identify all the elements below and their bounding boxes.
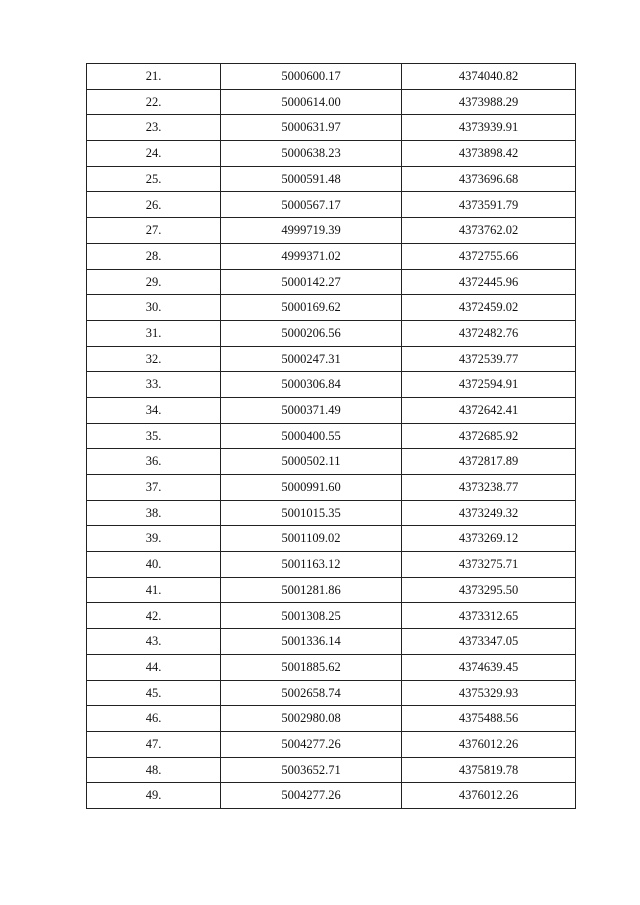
- point-number-cell: 22.: [87, 89, 221, 115]
- y-coordinate-cell: 4373312.65: [402, 603, 576, 629]
- table-row: [87, 243, 576, 269]
- x-coordinate-cell: 5000567.17: [221, 192, 402, 218]
- x-coordinate-cell: 5000306.84: [221, 372, 402, 398]
- y-coordinate-cell: 4374040.82: [402, 64, 576, 90]
- y-coordinate-cell: 4373988.29: [402, 89, 576, 115]
- point-number-cell: 27.: [87, 218, 221, 244]
- x-coordinate-cell: 5000142.27: [221, 269, 402, 295]
- y-coordinate-cell: 4372482.76: [402, 320, 576, 346]
- table-row: [87, 680, 576, 706]
- point-number-cell: 36.: [87, 449, 221, 475]
- y-coordinate-cell: 4372755.66: [402, 243, 576, 269]
- point-number-cell: 35.: [87, 423, 221, 449]
- table-row: [87, 64, 576, 90]
- x-coordinate-cell: 5001163.12: [221, 552, 402, 578]
- y-coordinate-cell: 4373898.42: [402, 141, 576, 167]
- y-coordinate-cell: 4373275.71: [402, 552, 576, 578]
- y-coordinate-cell: 4374639.45: [402, 654, 576, 680]
- x-coordinate-cell: 5001336.14: [221, 629, 402, 655]
- table-row: [87, 192, 576, 218]
- point-number-cell: 29.: [87, 269, 221, 295]
- point-number-cell: 24.: [87, 141, 221, 167]
- table-row: [87, 629, 576, 655]
- y-coordinate-cell: 4372685.92: [402, 423, 576, 449]
- x-coordinate-cell: 5000502.11: [221, 449, 402, 475]
- y-coordinate-cell: 4373238.77: [402, 475, 576, 501]
- point-number-cell: 26.: [87, 192, 221, 218]
- table-row: [87, 449, 576, 475]
- x-coordinate-cell: 5000991.60: [221, 475, 402, 501]
- table-row: [87, 654, 576, 680]
- y-coordinate-cell: 4375819.78: [402, 757, 576, 783]
- x-coordinate-cell: 4999719.39: [221, 218, 402, 244]
- point-number-cell: 25.: [87, 166, 221, 192]
- point-number-cell: 43.: [87, 629, 221, 655]
- point-number-cell: 37.: [87, 475, 221, 501]
- y-coordinate-cell: 4372445.96: [402, 269, 576, 295]
- point-number-cell: 48.: [87, 757, 221, 783]
- y-coordinate-cell: 4373347.05: [402, 629, 576, 655]
- point-number-cell: 21.: [87, 64, 221, 90]
- x-coordinate-cell: 5003652.71: [221, 757, 402, 783]
- x-coordinate-cell: 5000169.62: [221, 295, 402, 321]
- point-number-cell: 49.: [87, 783, 221, 809]
- x-coordinate-cell: 5000400.55: [221, 423, 402, 449]
- x-coordinate-cell: 5001281.86: [221, 577, 402, 603]
- point-number-cell: 41.: [87, 577, 221, 603]
- point-number-cell: 32.: [87, 346, 221, 372]
- table-row: [87, 603, 576, 629]
- table-row: [87, 372, 576, 398]
- point-number-cell: 45.: [87, 680, 221, 706]
- x-coordinate-cell: 5002980.08: [221, 706, 402, 732]
- table-row: [87, 115, 576, 141]
- table-row: [87, 89, 576, 115]
- point-number-cell: 40.: [87, 552, 221, 578]
- table-row: [87, 218, 576, 244]
- point-number-cell: 34.: [87, 397, 221, 423]
- y-coordinate-cell: 4373939.91: [402, 115, 576, 141]
- y-coordinate-cell: 4375488.56: [402, 706, 576, 732]
- table-row: [87, 269, 576, 295]
- table-row: [87, 552, 576, 578]
- point-number-cell: 28.: [87, 243, 221, 269]
- table-row: [87, 320, 576, 346]
- y-coordinate-cell: 4376012.26: [402, 783, 576, 809]
- x-coordinate-cell: 5001885.62: [221, 654, 402, 680]
- x-coordinate-cell: 5000371.49: [221, 397, 402, 423]
- coordinates-table: [86, 63, 576, 809]
- table-row: [87, 141, 576, 167]
- x-coordinate-cell: 5001109.02: [221, 526, 402, 552]
- point-number-cell: 31.: [87, 320, 221, 346]
- x-coordinate-cell: 4999371.02: [221, 243, 402, 269]
- y-coordinate-cell: 4373762.02: [402, 218, 576, 244]
- y-coordinate-cell: 4372539.77: [402, 346, 576, 372]
- point-number-cell: 42.: [87, 603, 221, 629]
- point-number-cell: 39.: [87, 526, 221, 552]
- y-coordinate-cell: 4373249.32: [402, 500, 576, 526]
- coordinates-table-body: [87, 64, 576, 809]
- table-row: [87, 757, 576, 783]
- table-row: [87, 526, 576, 552]
- table-row: [87, 166, 576, 192]
- point-number-cell: 44.: [87, 654, 221, 680]
- x-coordinate-cell: 5000631.97: [221, 115, 402, 141]
- x-coordinate-cell: 5000638.23: [221, 141, 402, 167]
- x-coordinate-cell: 5001015.35: [221, 500, 402, 526]
- table-row: [87, 423, 576, 449]
- y-coordinate-cell: 4373295.50: [402, 577, 576, 603]
- x-coordinate-cell: 5000206.56: [221, 320, 402, 346]
- point-number-cell: 38.: [87, 500, 221, 526]
- x-coordinate-cell: 5000247.31: [221, 346, 402, 372]
- point-number-cell: 47.: [87, 731, 221, 757]
- x-coordinate-cell: 5002658.74: [221, 680, 402, 706]
- y-coordinate-cell: 4373696.68: [402, 166, 576, 192]
- y-coordinate-cell: 4372459.02: [402, 295, 576, 321]
- table-row: [87, 295, 576, 321]
- table-row: [87, 731, 576, 757]
- table-row: [87, 475, 576, 501]
- point-number-cell: 46.: [87, 706, 221, 732]
- y-coordinate-cell: 4373591.79: [402, 192, 576, 218]
- y-coordinate-cell: 4372594.91: [402, 372, 576, 398]
- y-coordinate-cell: 4373269.12: [402, 526, 576, 552]
- point-number-cell: 23.: [87, 115, 221, 141]
- y-coordinate-cell: 4372817.89: [402, 449, 576, 475]
- table-row: [87, 397, 576, 423]
- x-coordinate-cell: 5004277.26: [221, 731, 402, 757]
- y-coordinate-cell: 4375329.93: [402, 680, 576, 706]
- x-coordinate-cell: 5001308.25: [221, 603, 402, 629]
- y-coordinate-cell: 4376012.26: [402, 731, 576, 757]
- x-coordinate-cell: 5000600.17: [221, 64, 402, 90]
- x-coordinate-cell: 5000614.00: [221, 89, 402, 115]
- x-coordinate-cell: 5000591.48: [221, 166, 402, 192]
- point-number-cell: 33.: [87, 372, 221, 398]
- point-number-cell: 30.: [87, 295, 221, 321]
- table-row: [87, 500, 576, 526]
- y-coordinate-cell: 4372642.41: [402, 397, 576, 423]
- x-coordinate-cell: 5004277.26: [221, 783, 402, 809]
- table-row: [87, 783, 576, 809]
- table-row: [87, 706, 576, 732]
- table-row: [87, 577, 576, 603]
- table-row: [87, 346, 576, 372]
